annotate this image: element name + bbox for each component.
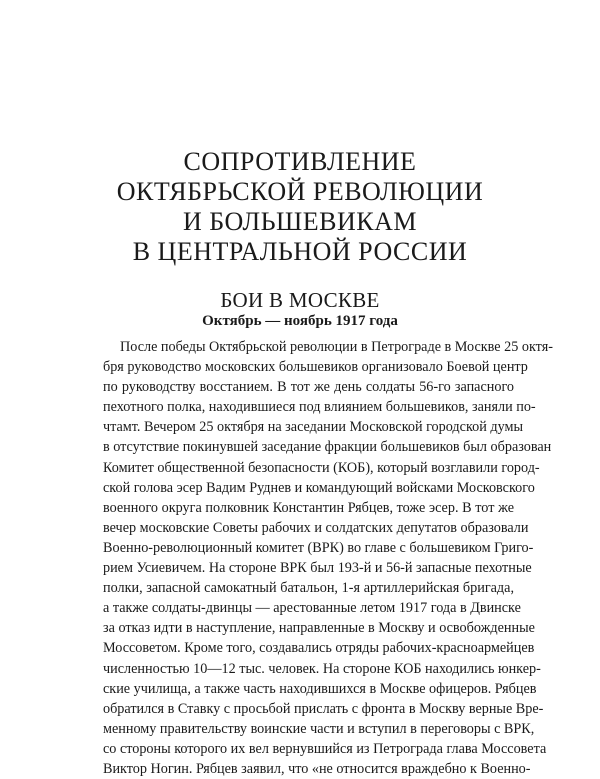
text-line: бря руководство московских большевиков организовало Боевой центр [103, 359, 528, 376]
text-line: за отказ идти в наступление, направленные в Москву и освобожденные [103, 620, 535, 637]
section-subtitle: Октябрь — ноябрь 1917 года [202, 313, 398, 329]
text-line: численностью 10—12 тыс. человек. На стороне КОБ находились юнкер- [103, 660, 541, 677]
text-line: обратился в Ставку с просьбой прислать с фронта в Москву верные Вре- [103, 700, 544, 717]
section-title: БОИ В МОСКВЕ [220, 288, 380, 312]
chapter-title-line: И БОЛЬШЕВИКАМ [182, 207, 418, 236]
text-line: рием Усиевичем. На стороне ВРК был 193-й и 56-й запасные пехотные [103, 560, 532, 577]
text-line: Военно-революционный комитет (ВРК) во главе с большевиком Григо- [103, 539, 534, 556]
text-line: менному правительству воинские части и вступил в переговоры с ВРК, [103, 720, 535, 737]
text-line: пехотного полка, находившиеся под влиянием большевиков, заняли по- [103, 399, 536, 416]
text-line: Комитет общественной безопасности (КОБ), который возглавили город- [103, 459, 540, 476]
text-line: Моссоветом. Кроме того, создавались отряды рабочих-красноармейцев [103, 640, 535, 657]
text-line: военного округа полковник Константин Рябцев, тоже эсер. В тот же [103, 499, 514, 516]
body-paragraph [103, 337, 553, 779]
text-line: полки, запасной самокатный батальон, 1-я артиллерийская бригада, [103, 580, 514, 597]
text-line: чтамт. Вечером 25 октября на заседании Московской городской думы [103, 419, 523, 436]
text-line: со стороны которого их вел вернувшийся из Петрограда глава Моссовета [103, 740, 547, 757]
chapter-title-line: В ЦЕНТРАЛЬНОЙ РОССИИ [132, 237, 468, 266]
text-line: вечер московские Советы рабочих и солдатских депутатов образовали [103, 519, 529, 536]
text-line: Виктор Ногин. Рябцев заявил, что «не относится враждебно к Военно- [103, 760, 531, 777]
text-line: ской голова эсер Вадим Руднев и командующий войсками Московского [103, 479, 535, 496]
chapter-title-line: ОКТЯБРЬСКОЙ РЕВОЛЮЦИИ [116, 177, 484, 206]
text-line: После победы Октябрьской революции в Петрограде в Москве 25 октя- [120, 339, 553, 355]
text-line: ские училища, а также часть находившихся в Москве офицеров. Рябцев [103, 680, 537, 697]
chapter-title-line: СОПРОТИВЛЕНИЕ [183, 147, 417, 176]
text-line: по руководству восстанием. В тот же день солдаты 56-го запасного [103, 379, 514, 396]
text-line: в отсутствие покинувшей заседание фракции большевиков был образован [103, 439, 552, 456]
chapter-title [0, 147, 600, 267]
text-line: а также солдаты-двинцы — арестованные летом 1917 года в Двинске [103, 600, 521, 617]
